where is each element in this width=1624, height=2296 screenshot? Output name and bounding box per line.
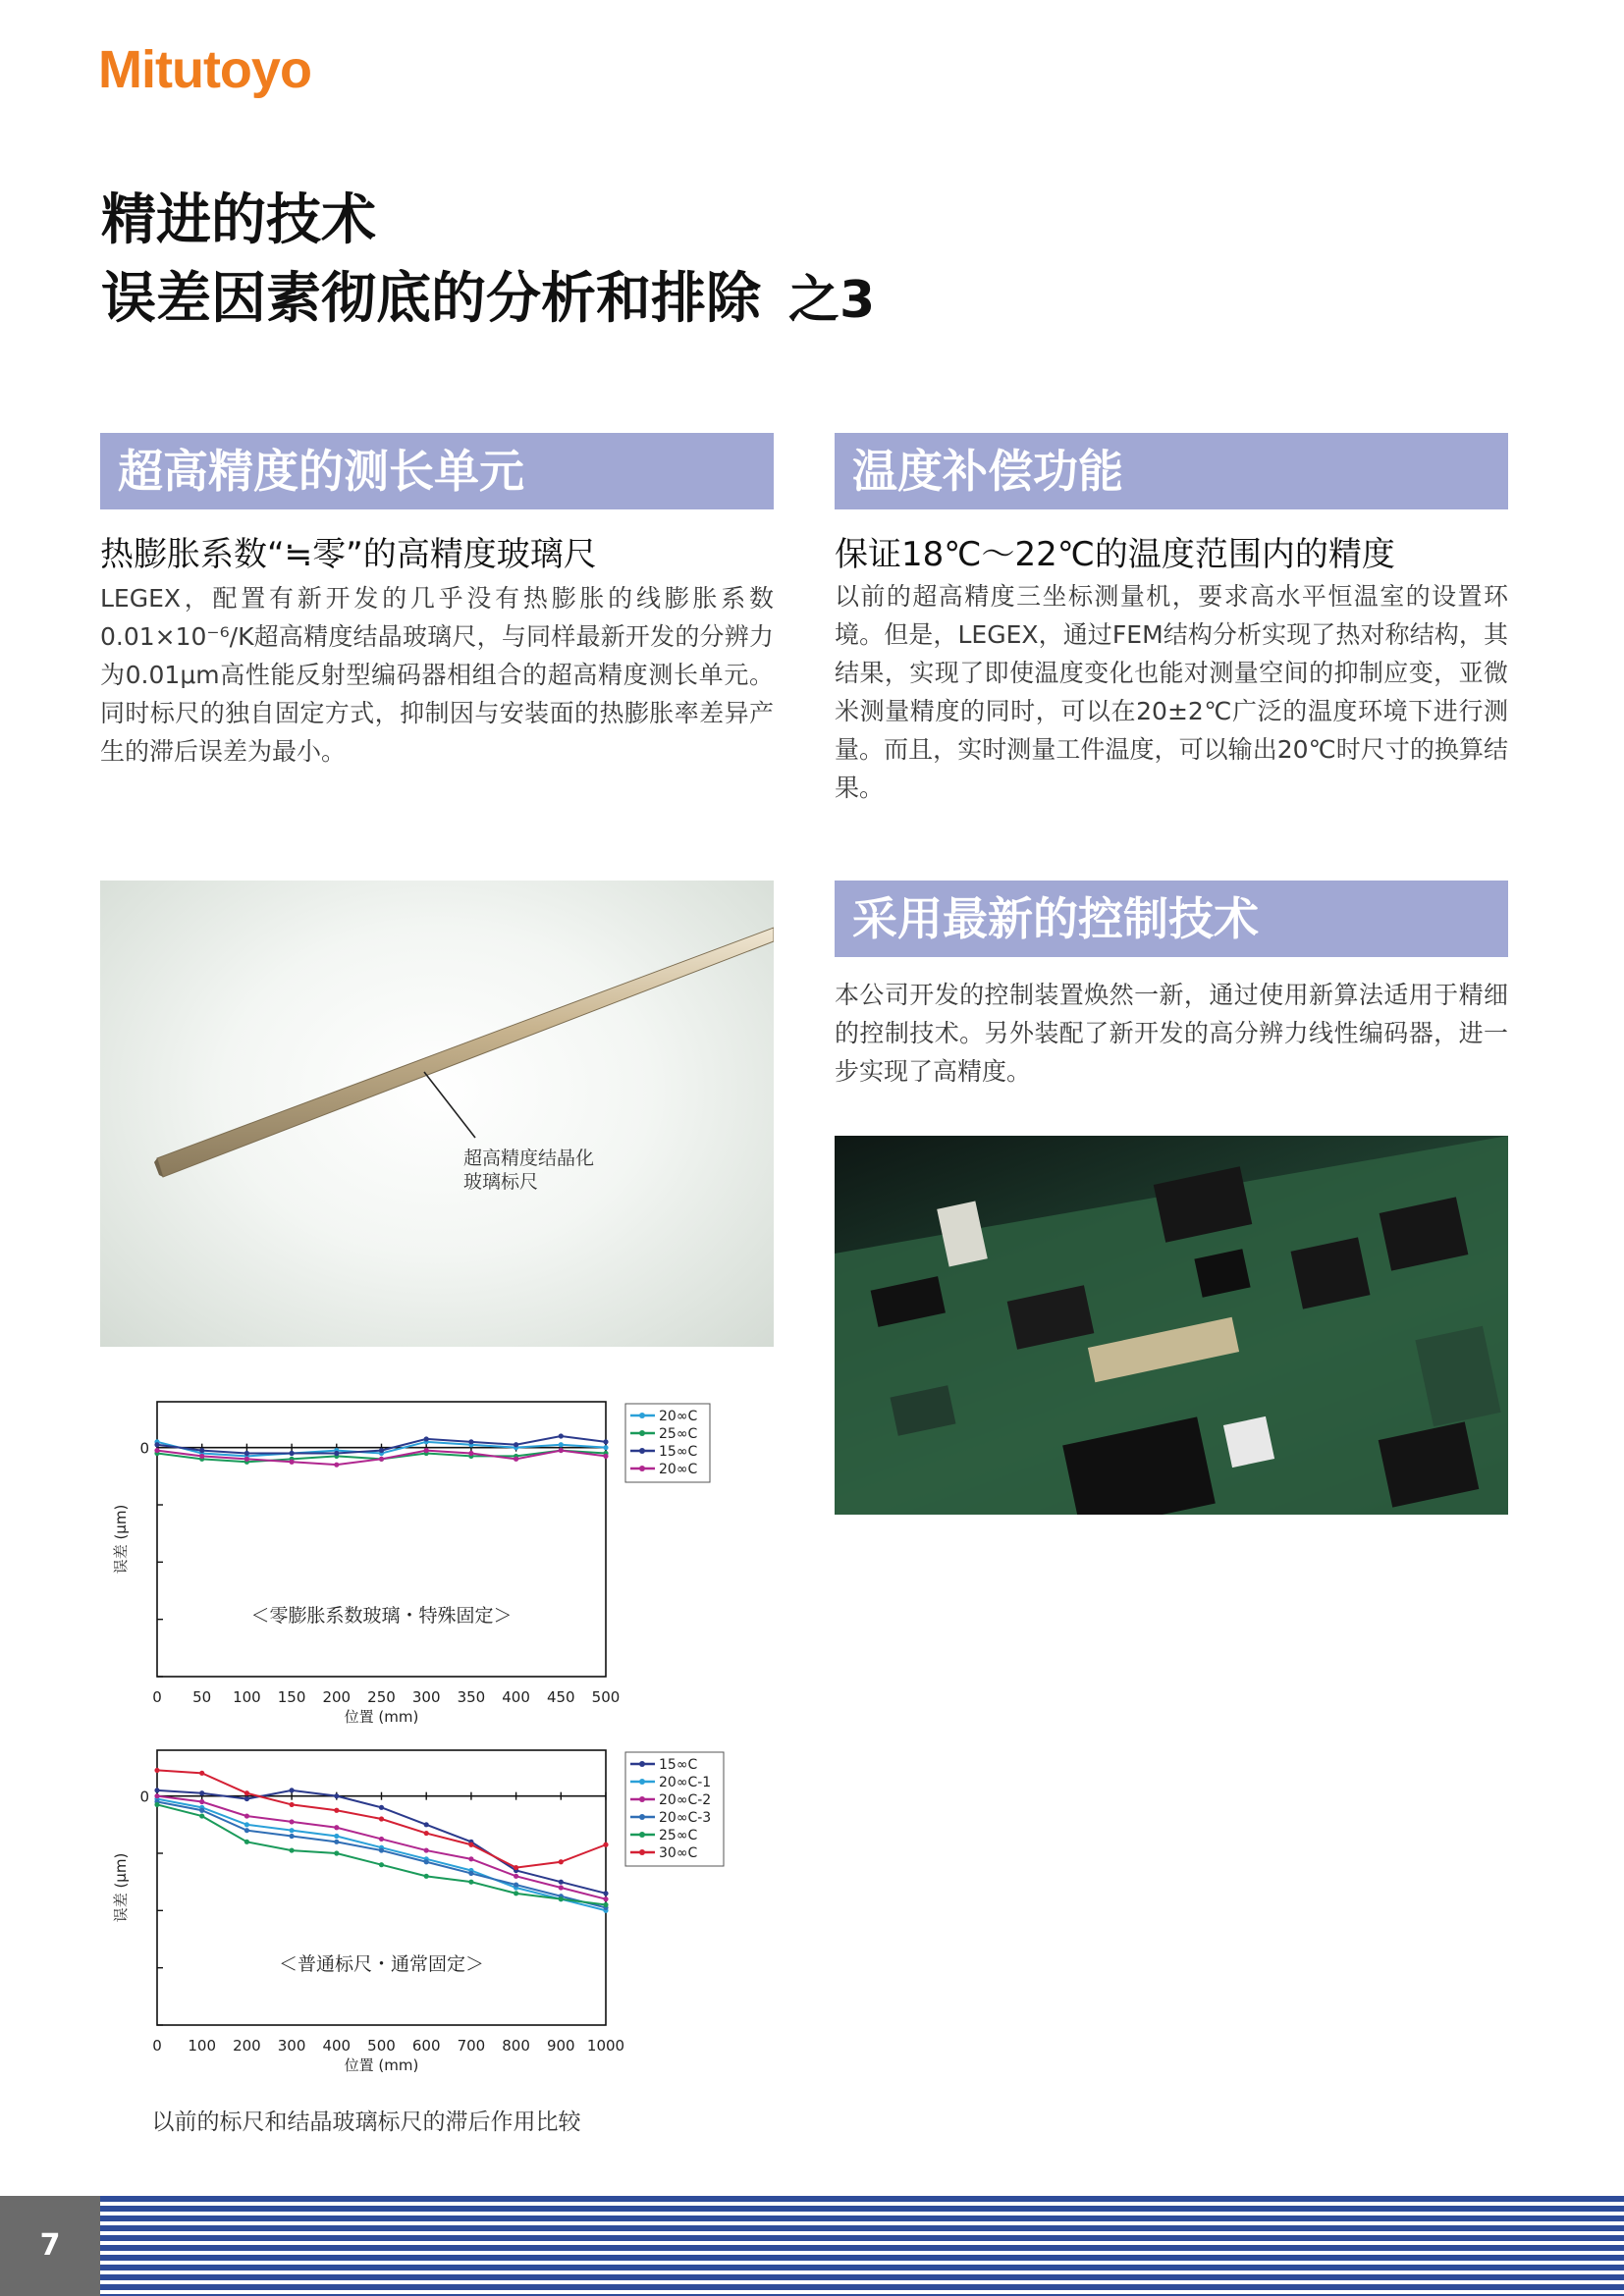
- data-point: [244, 1840, 249, 1844]
- data-point: [199, 1454, 204, 1459]
- data-point: [379, 1448, 384, 1453]
- data-point: [244, 1457, 249, 1462]
- data-point: [424, 1859, 429, 1864]
- data-point: [244, 1822, 249, 1827]
- data-point: [334, 1808, 339, 1813]
- plot-frame: [157, 1402, 606, 1677]
- data-point: [379, 1805, 384, 1810]
- legend-marker: [639, 1761, 645, 1767]
- legend-marker: [639, 1796, 645, 1802]
- x-tick-label: 50: [192, 1688, 212, 1706]
- legend-label: 25∞C: [659, 1828, 698, 1843]
- chart-zero-expansion: [108, 1394, 736, 1733]
- legend-marker: [639, 1849, 645, 1855]
- section-body-temp-comp: 以前的超高精度三坐标测量机，要求高水平恒温室的设置环境。但是，LEGEX，通过FEM结构分析实现了热对称结构，其结果，实现了即使温度变化也能对测量空间的抑制应变，亚微米测量精度的同时，可以在20±2℃广泛的温度环境下进行测量。而且，实时测量工件温度，可以输出20℃时尺寸的换算结果。: [835, 582, 1508, 802]
- series-line-2: [157, 1799, 606, 1911]
- section-body-control-tech: 本公司开发的控制装置焕然一新，通过使用新算法适用于精细的控制技术。另外装配了新开发的高分辨力线性编码器，进一步实现了高精度。: [835, 981, 1508, 1086]
- circuit-board-illustration: [835, 1136, 1508, 1515]
- section-band-temp-comp: 温度补偿功能: [835, 433, 1508, 509]
- legend-label: 15∞C: [659, 1444, 698, 1460]
- x-tick-label: 0: [152, 1688, 162, 1706]
- legend-label: 20∞C-1: [659, 1775, 712, 1790]
- x-tick-label: 500: [367, 2037, 396, 2055]
- legend-label: 20∞C-3: [659, 1810, 712, 1826]
- x-tick-label: 150: [277, 1688, 306, 1706]
- legend-label: 25∞C: [659, 1426, 698, 1442]
- legend-marker: [639, 1466, 645, 1471]
- data-point: [424, 1448, 429, 1453]
- data-point: [559, 1448, 564, 1453]
- circuit-board-photo: [835, 1136, 1508, 1515]
- data-point: [468, 1439, 473, 1444]
- data-point: [559, 1442, 564, 1447]
- data-point: [379, 1816, 384, 1821]
- x-tick-label: 200: [233, 2037, 261, 2055]
- x-tick-label: 400: [322, 2037, 352, 2055]
- data-point: [559, 1880, 564, 1885]
- section-subhead-glass-scale: 热膨胀系数“≒零”的高精度玻璃尺: [100, 535, 597, 574]
- data-point: [468, 1842, 473, 1847]
- data-point: [559, 1433, 564, 1438]
- data-point: [199, 1813, 204, 1818]
- photo-label-line1: 超高精度结晶化: [463, 1148, 595, 1169]
- data-point: [334, 1825, 339, 1830]
- x-tick-label: 1000: [586, 2037, 625, 2055]
- data-point: [379, 1847, 384, 1852]
- data-point: [290, 1819, 295, 1824]
- x-tick-label: 800: [502, 2037, 530, 2055]
- data-point: [154, 1802, 159, 1807]
- data-point: [154, 1788, 159, 1792]
- data-point: [559, 1896, 564, 1901]
- data-point: [514, 1442, 518, 1447]
- legend-marker: [639, 1814, 645, 1820]
- page-title-line1: 精进的技术: [101, 188, 376, 252]
- chart-annotation: ＜零膨胀系数玻璃・特殊固定＞: [250, 1605, 513, 1627]
- chart-annotation: ＜普通标尺・通常固定＞: [278, 1953, 485, 1975]
- data-point: [514, 1882, 518, 1887]
- data-point: [514, 1457, 518, 1462]
- page-title-main: 误差因素彻底的分析和排除: [101, 267, 761, 331]
- data-point: [603, 1896, 608, 1901]
- data-point: [334, 1463, 339, 1468]
- data-point: [603, 1454, 608, 1459]
- section-band-control-tech: 采用最新的控制技术: [835, 881, 1508, 957]
- y-tick-label: 0: [139, 1788, 149, 1806]
- section-body-glass-scale: LEGEX，配置有新开发的几乎没有热膨胀的线膨胀系数0.01×10⁻⁶/K超高精度结晶玻璃尺，与同样最新开发的分辨力为0.01μm高性能反射型编码器相组合的超高精度测长单元。同时标尺的独自固定方式，抑制因与安装面的热膨胀率差异产生的滞后误差为最小。: [100, 584, 774, 766]
- data-point: [514, 1874, 518, 1879]
- glass-scale-photo: [100, 881, 774, 1347]
- legend-label: 20∞C-2: [659, 1792, 712, 1808]
- page-title-suffix: 之3: [788, 271, 876, 330]
- data-point: [154, 1448, 159, 1453]
- data-point: [199, 1799, 204, 1804]
- data-point: [244, 1796, 249, 1801]
- chart-normal-scale: [108, 1742, 736, 2081]
- data-point: [514, 1865, 518, 1870]
- glass-scale-illustration: [100, 881, 774, 1347]
- data-point: [290, 1460, 295, 1465]
- legend-label: 15∞C: [659, 1757, 698, 1773]
- data-point: [199, 1808, 204, 1813]
- plot-frame: [157, 1750, 606, 2025]
- data-point: [514, 1891, 518, 1896]
- data-point: [559, 1885, 564, 1890]
- data-point: [603, 1902, 608, 1907]
- data-point: [468, 1451, 473, 1456]
- data-point: [424, 1874, 429, 1879]
- y-axis-label: 误差 (μm): [112, 1852, 130, 1923]
- x-tick-label: 900: [546, 2037, 575, 2055]
- data-point: [154, 1768, 159, 1773]
- data-point: [290, 1451, 295, 1456]
- data-point: [334, 1451, 339, 1456]
- data-point: [603, 1891, 608, 1896]
- data-point: [334, 1850, 339, 1855]
- x-tick-label: 300: [411, 1688, 441, 1706]
- data-point: [424, 1831, 429, 1836]
- data-point: [199, 1448, 204, 1453]
- legend-label: 20∞C: [659, 1409, 698, 1424]
- section-subhead-temp-range: 保证18℃～22℃的温度范围内的精度: [835, 535, 1395, 574]
- data-point: [379, 1457, 384, 1462]
- data-point: [154, 1793, 159, 1798]
- data-point: [290, 1834, 295, 1839]
- data-point: [199, 1771, 204, 1776]
- x-tick-label: 250: [367, 1688, 396, 1706]
- legend-marker: [639, 1430, 645, 1436]
- x-tick-label: 300: [277, 2037, 306, 2055]
- data-point: [334, 1793, 339, 1798]
- legend-marker: [639, 1779, 645, 1785]
- data-point: [290, 1802, 295, 1807]
- data-point: [244, 1828, 249, 1833]
- x-tick-label: 400: [502, 1688, 530, 1706]
- data-point: [379, 1837, 384, 1842]
- x-tick-label: 500: [591, 1688, 621, 1706]
- data-point: [290, 1788, 295, 1792]
- data-point: [154, 1442, 159, 1447]
- data-point: [468, 1856, 473, 1861]
- footer-stripes: [100, 2196, 1624, 2296]
- data-point: [424, 1847, 429, 1852]
- data-point: [290, 1847, 295, 1852]
- data-point: [244, 1813, 249, 1818]
- data-point: [334, 1834, 339, 1839]
- data-point: [468, 1871, 473, 1876]
- x-tick-label: 350: [457, 1688, 486, 1706]
- x-tick-label: 200: [322, 1688, 352, 1706]
- data-point: [603, 1842, 608, 1847]
- data-point: [603, 1445, 608, 1450]
- data-point: [290, 1828, 295, 1833]
- legend-label: 30∞C: [659, 1845, 698, 1861]
- x-tick-label: 0: [152, 2037, 162, 2055]
- legend-marker: [639, 1832, 645, 1838]
- data-point: [559, 1859, 564, 1864]
- data-point: [334, 1840, 339, 1844]
- page-title-line2: [101, 265, 875, 335]
- x-tick-label: 100: [233, 1688, 261, 1706]
- chart-caption: 以前的标尺和结晶玻璃标尺的滞后作用比较: [151, 2109, 581, 2135]
- legend-marker: [639, 1448, 645, 1454]
- data-point: [468, 1880, 473, 1885]
- y-tick-label: 0: [139, 1439, 149, 1458]
- x-axis-label: 位置 (mm): [344, 2056, 419, 2074]
- x-tick-label: 450: [546, 1688, 575, 1706]
- legend-label: 20∞C: [659, 1462, 698, 1477]
- page-number: 7: [0, 2196, 100, 2296]
- x-axis-label: 位置 (mm): [344, 1708, 419, 1726]
- data-point: [379, 1862, 384, 1867]
- y-axis-label: 误差 (μm): [112, 1504, 130, 1575]
- data-point: [244, 1451, 249, 1456]
- x-tick-label: 100: [188, 2037, 217, 2055]
- brand-logo: Mitutoyo: [98, 40, 311, 99]
- legend-marker: [639, 1413, 645, 1418]
- data-point: [424, 1436, 429, 1441]
- section-band-measuring-unit: 超高精度的测长单元: [100, 433, 774, 509]
- data-point: [244, 1790, 249, 1795]
- photo-label-line2: 玻璃标尺: [463, 1171, 539, 1193]
- x-tick-label: 600: [411, 2037, 441, 2055]
- data-point: [199, 1790, 204, 1795]
- data-point: [603, 1439, 608, 1444]
- x-tick-label: 700: [457, 2037, 486, 2055]
- data-point: [424, 1822, 429, 1827]
